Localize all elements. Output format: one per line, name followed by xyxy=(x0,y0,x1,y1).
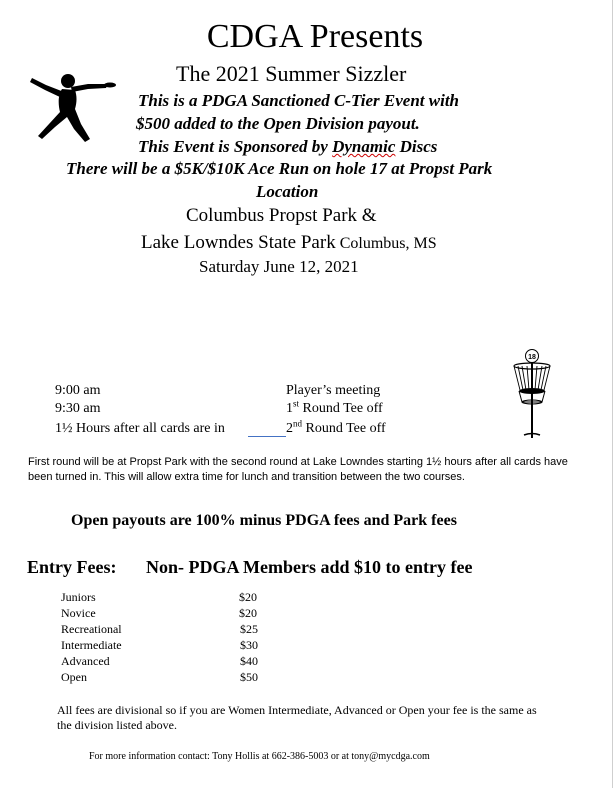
schedule-event-1: Player’s meeting xyxy=(286,383,381,398)
park-name: Lake Lowndes State Park xyxy=(141,232,336,253)
location-line-2 xyxy=(141,232,437,254)
divisional-note: All fees are divisional so if you are Women Intermediate, Advanced or Open your fee is the same as the division listed above. xyxy=(57,703,537,732)
division-advanced: Advanced xyxy=(61,654,110,668)
basket-number: 18 xyxy=(528,354,536,361)
division-recreational: Recreational xyxy=(61,622,122,636)
schedule-event-3 xyxy=(286,418,386,437)
round-number: 1 xyxy=(286,401,293,416)
fee-open: $50 xyxy=(240,670,258,684)
sponsor-suffix: Discs xyxy=(395,137,438,156)
event-name: The 2021 Summer Sizzler xyxy=(176,61,407,86)
division-novice: Novice xyxy=(61,606,96,620)
fee-intermediate: $30 xyxy=(240,638,258,652)
schedule-time-3: 1½ Hours after all cards are in xyxy=(55,421,225,436)
non-member-note: Non- PDGA Members add $10 to entry fee xyxy=(146,557,473,577)
rounds-note: First round will be at Propst Park with the second round at Lake Lowndes starting 1½ hours after all cards have been turned in. This will allow extra time for lunch and transition between the two courses. xyxy=(28,456,568,483)
page-title: CDGA Presents xyxy=(206,18,424,55)
sanction-line: This is a PDGA Sanctioned C-Tier Event with xyxy=(138,91,459,110)
ace-run-line: There will be a $5K/$10K Ace Run on hole 17 at Propst Park xyxy=(66,159,493,178)
location-heading: Location xyxy=(256,182,319,201)
contact-info: For more information contact: Tony Hollis at 662-386-5003 or at tony@mycdga.com xyxy=(89,751,430,762)
sponsor-line xyxy=(138,137,437,157)
location-line-1: Columbus Propst Park & xyxy=(186,205,377,226)
schedule-event-2 xyxy=(286,398,383,417)
division-intermediate: Intermediate xyxy=(61,638,122,652)
sponsor-prefix: This Event is Sponsored by xyxy=(138,137,333,156)
round-label: Round Tee off xyxy=(302,421,386,436)
division-juniors: Juniors xyxy=(61,590,96,604)
event-date: Saturday June 12, 2021 xyxy=(199,257,359,276)
round-number: 2 xyxy=(286,421,293,436)
division-open: Open xyxy=(61,670,87,684)
fee-recreational: $25 xyxy=(240,622,258,636)
fee-novice: $20 xyxy=(239,606,257,620)
schedule-time-2: 9:30 am xyxy=(55,401,101,416)
entry-fees-label: Entry Fees: xyxy=(27,557,117,577)
city-name: Columbus, MS xyxy=(335,235,437,252)
link-underline xyxy=(248,436,286,437)
ordinal-suffix: st xyxy=(293,398,300,409)
round-label: Round Tee off xyxy=(299,401,383,416)
sponsor-name: Dynamic xyxy=(332,137,396,156)
disc-golf-basket-icon xyxy=(508,346,556,440)
added-money-line: $500 added to the Open Division payout. xyxy=(136,114,420,133)
ordinal-suffix: nd xyxy=(293,418,302,429)
payouts-note: Open payouts are 100% minus PDGA fees and Park fees xyxy=(71,512,457,529)
schedule-time-1: 9:00 am xyxy=(55,383,101,398)
disc-golfer-silhouette-icon xyxy=(18,68,118,146)
fee-juniors: $20 xyxy=(239,590,257,604)
fee-advanced: $40 xyxy=(240,654,258,668)
